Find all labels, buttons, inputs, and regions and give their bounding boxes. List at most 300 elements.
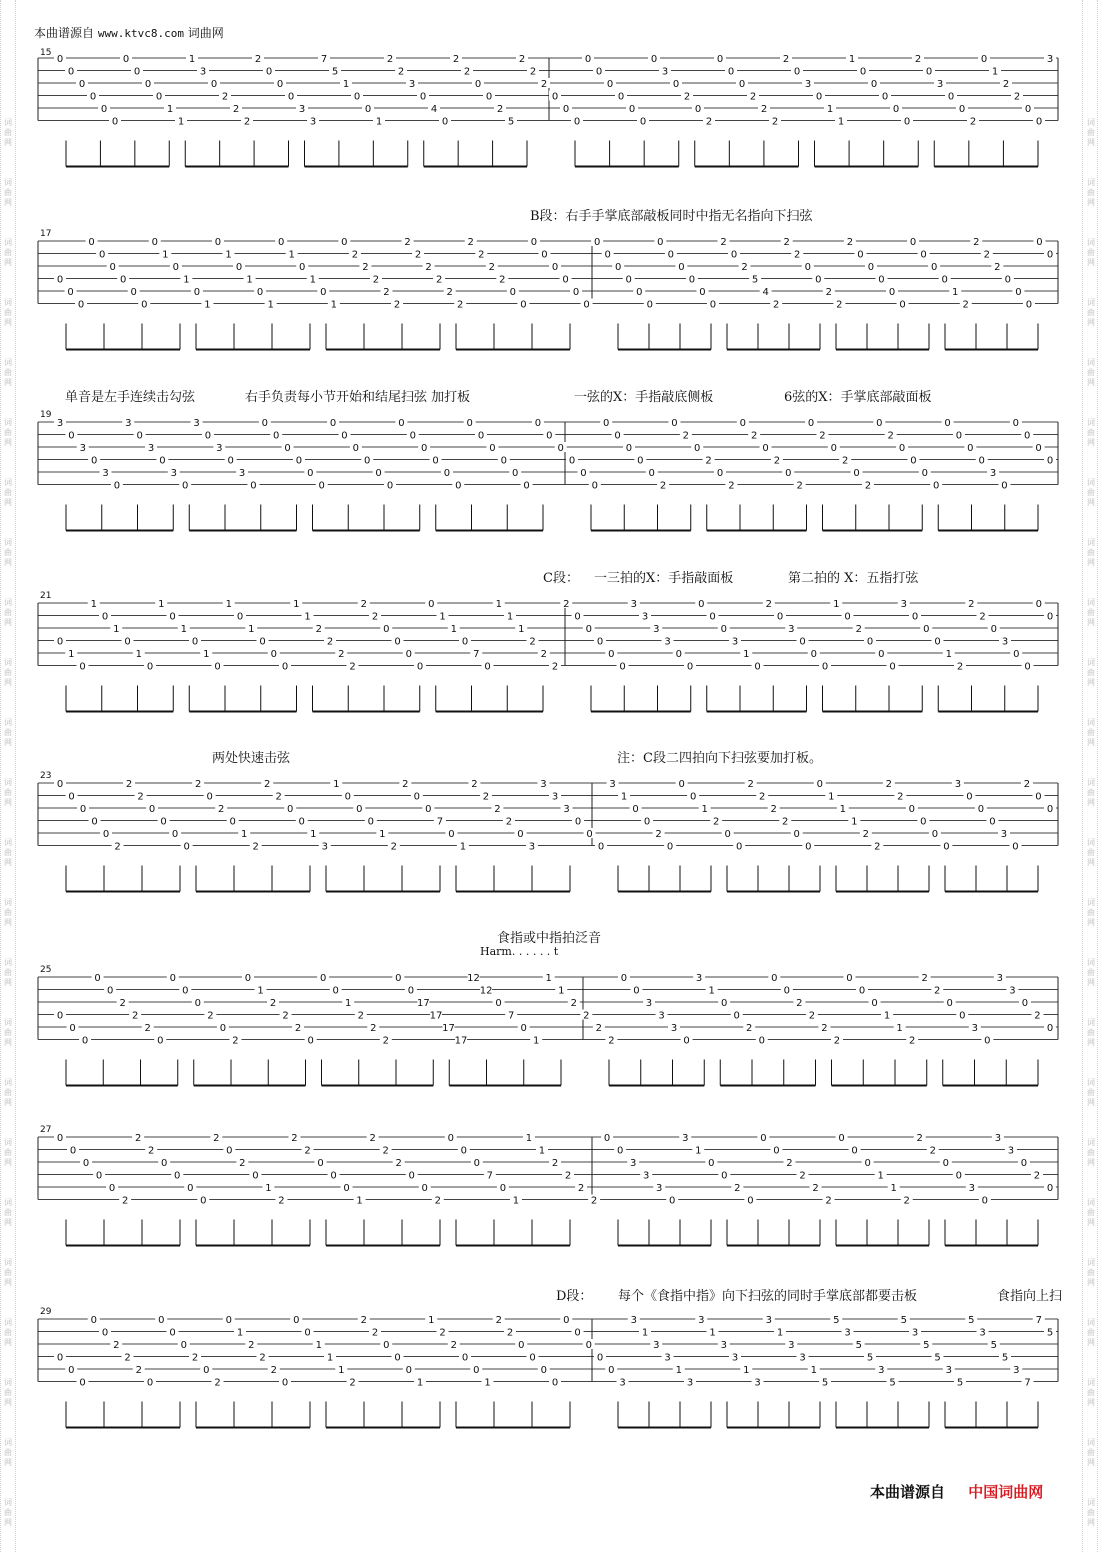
fret-number: 0 (386, 480, 394, 492)
fret-number: 0 (182, 985, 189, 997)
fret-number: 0 (716, 468, 724, 479)
fret-number: 1 (506, 611, 514, 623)
watermark-char: 曲 (4, 248, 12, 257)
watermark-char: 词 (1087, 958, 1095, 967)
watermark-char: 曲 (1087, 968, 1095, 977)
fret-number: 2 (808, 1010, 816, 1022)
watermark-char: 网 (1087, 1338, 1095, 1347)
fret-number: 0 (68, 791, 75, 803)
fret-number: 0 (473, 1158, 481, 1169)
fret-number: 0 (1035, 443, 1042, 454)
fret-number: 2 (495, 1315, 502, 1326)
fret-number: 0 (574, 611, 581, 623)
fret-number: 2 (239, 1158, 246, 1169)
fret-number: 0 (978, 455, 985, 467)
fret-number: 0 (214, 661, 221, 673)
fret-number: 3 (698, 1315, 705, 1326)
fret-number: 2 (825, 287, 833, 298)
watermark-char: 曲 (1087, 788, 1095, 797)
fret-number: 5 (889, 1377, 896, 1389)
fret-number: 0 (530, 237, 538, 248)
fret-number: 2 (968, 599, 975, 610)
fret-number: 2 (326, 636, 334, 648)
fret-number: 0 (144, 79, 152, 90)
watermark-char: 网 (1087, 1158, 1095, 1167)
tab-staff (0, 773, 1100, 903)
fret-number: 1 (495, 599, 502, 610)
fret-number: 2 (315, 624, 322, 635)
fret-number: 1 (345, 998, 352, 1009)
watermark-char: 词 (4, 958, 12, 967)
watermark-char: 网 (4, 1338, 12, 1347)
watermark-char: 词 (1087, 1138, 1095, 1147)
fret-number: 0 (608, 1365, 615, 1376)
measure-number: 27 (40, 1125, 52, 1135)
fret-number: 0 (838, 1133, 845, 1144)
fret-number: 3 (971, 1023, 978, 1034)
fret-number: 0 (265, 66, 273, 78)
fret-number: 0 (136, 430, 143, 442)
fret-number: 3 (900, 599, 907, 610)
fret-number: 2 (278, 1195, 285, 1207)
fret-number: 2 (217, 804, 225, 815)
fret-number: 0 (678, 262, 685, 273)
fret-number: 0 (551, 1377, 559, 1389)
fret-number: 0 (78, 79, 86, 90)
fret-number: 2 (439, 1327, 446, 1339)
fret-number: 3 (661, 66, 669, 78)
watermark-char: 网 (4, 1518, 12, 1527)
watermark-char: 词 (1087, 418, 1095, 427)
fret-number: 0 (604, 249, 611, 261)
fret-number: 3 (989, 468, 997, 479)
fret-number: 2 (874, 841, 881, 853)
fret-number: 0 (146, 1377, 154, 1389)
watermark-char: 曲 (4, 668, 12, 677)
watermark-char: 词 (1087, 838, 1095, 847)
fret-number: 2 (135, 1365, 142, 1376)
fret-number: 0 (68, 1365, 75, 1376)
fret-number: 2 (570, 998, 577, 1009)
fret-number: 0 (413, 791, 421, 803)
fret-number: 0 (180, 1340, 187, 1351)
watermark-char: 词 (4, 778, 12, 787)
fret-number: 0 (551, 262, 559, 273)
fret-number: 2 (682, 430, 690, 442)
header-url[interactable]: www.ktvc8.com (97, 27, 184, 40)
watermark-char: 网 (4, 318, 12, 327)
fret-number: 2 (349, 1377, 356, 1389)
fret-number: 2 (125, 779, 133, 790)
fret-number: 2 (232, 1035, 239, 1047)
fret-number: 2 (979, 611, 986, 623)
fret-number: 0 (174, 1170, 181, 1182)
watermark-char: 曲 (1087, 848, 1095, 857)
fret-number: 0 (1001, 480, 1008, 492)
annotation-string1-x: 一弦的X：手指敲底侧板 (574, 390, 714, 405)
watermark-char: 网 (1087, 1098, 1095, 1107)
fret-number: 0 (193, 287, 201, 298)
fret-number: 0 (191, 636, 199, 648)
fret-number: 0 (881, 91, 889, 103)
fret-number: 1 (180, 624, 187, 635)
fret-number: 0 (574, 1327, 581, 1339)
watermark-char: 曲 (4, 788, 12, 797)
fret-number: 0 (523, 480, 530, 492)
watermark-char: 网 (4, 1038, 12, 1047)
fret-number: 0 (851, 1145, 858, 1157)
fret-number: 2 (741, 262, 748, 273)
fret-number: 2 (252, 841, 259, 853)
fret-number: 1 (310, 829, 317, 840)
fret-number: 3 (653, 624, 660, 635)
fret-number: 2 (782, 54, 790, 65)
fret-number: 0 (636, 287, 643, 298)
watermark-char: 网 (4, 618, 12, 627)
fret-number: 0 (200, 1195, 207, 1207)
watermark-char: 网 (1087, 678, 1095, 687)
fret-number: 3 (996, 973, 1004, 984)
fret-number: 0 (821, 661, 829, 673)
fret-number: 0 (557, 443, 564, 454)
fret-number: 0 (730, 249, 738, 261)
fret-number: 2 (395, 1158, 402, 1169)
fret-number: 0 (443, 468, 451, 479)
fret-number: 2 (270, 1365, 277, 1376)
watermark-char: 词 (4, 658, 12, 667)
fret-number: 0 (807, 418, 815, 429)
watermark-char: 曲 (4, 1028, 12, 1037)
fret-number: 0 (277, 237, 285, 248)
tab-staff (0, 231, 1100, 361)
fret-number: 3 (642, 1170, 650, 1182)
watermark-char: 词 (4, 538, 12, 547)
fret-number: 1 (945, 649, 952, 660)
fret-number: 1 (890, 1183, 897, 1194)
fret-number: 0 (967, 443, 974, 454)
watermark-char: 词 (4, 898, 12, 907)
fret-number: 0 (352, 443, 360, 454)
fret-number: 0 (353, 91, 361, 103)
fret-number: 0 (441, 116, 449, 128)
fret-number: 1 (538, 1145, 546, 1157)
page-footer (870, 1481, 1043, 1502)
fret-number: 2 (799, 1170, 806, 1182)
fret-number: 0 (130, 287, 137, 298)
fret-number: 0 (844, 611, 851, 623)
footer-site[interactable]: 中国词曲网 (968, 1483, 1044, 1501)
fret-number: 3 (979, 1327, 986, 1339)
fret-number: 2 (855, 624, 862, 635)
fret-number: 0 (169, 611, 176, 623)
fret-number: 0 (1024, 661, 1031, 673)
fret-number: 4 (430, 104, 438, 115)
fret-number: 0 (617, 91, 625, 103)
fret-number: 0 (584, 54, 592, 65)
fret-number: 0 (364, 104, 372, 115)
fret-number: 0 (724, 829, 731, 840)
fret-number: 0 (815, 91, 823, 103)
fret-number: 2 (1002, 79, 1010, 90)
fret-number: 0 (94, 973, 101, 984)
watermark-char: 曲 (1087, 248, 1095, 257)
fret-number: 1 (203, 649, 210, 660)
fret-number: 3 (936, 79, 944, 90)
fret-number: 2 (147, 1145, 155, 1157)
tab-staff (0, 1309, 1100, 1439)
fret-number: 3 (945, 1365, 952, 1376)
fret-number: 0 (625, 274, 632, 286)
fret-number: 1 (743, 1365, 750, 1376)
watermark-char: 曲 (1087, 608, 1095, 617)
fret-number: 2 (360, 599, 367, 610)
fret-number: 2 (248, 1340, 255, 1351)
fret-number: 2 (962, 299, 969, 311)
fret-number: 0 (735, 841, 743, 853)
fret-number: 0 (878, 649, 885, 660)
fret-number: 2 (750, 430, 758, 442)
watermark-char: 曲 (4, 1088, 12, 1097)
tab-staff (0, 1127, 1100, 1257)
header-site: 词曲网 (187, 26, 224, 40)
fret-number: 5 (900, 1315, 907, 1326)
watermark-char: 曲 (1087, 668, 1095, 677)
watermark-char: 词 (1087, 658, 1095, 667)
fret-number: 1 (877, 1170, 884, 1182)
watermark-char: 曲 (4, 1148, 12, 1157)
fret-number: 1 (113, 624, 120, 635)
fret-number: 1 (293, 599, 300, 610)
fret-number: 0 (934, 636, 941, 648)
measure-number: 23 (40, 771, 52, 781)
fret-number: 0 (210, 79, 218, 90)
watermark-char: 词 (1087, 178, 1095, 187)
fret-number: 1 (484, 1377, 491, 1389)
fret-number: 0 (720, 998, 728, 1009)
fret-number: 2 (862, 829, 870, 840)
watermark-char: 词 (1087, 358, 1095, 367)
fret-number: 3 (878, 1365, 885, 1376)
fret-number: 2 (921, 973, 928, 984)
fret-number: 2 (796, 998, 803, 1009)
watermark-char: 曲 (4, 1508, 12, 1517)
watermark-char: 词 (4, 718, 12, 727)
fret-number: 0 (1046, 804, 1054, 815)
watermark-char: 网 (1087, 1458, 1095, 1467)
watermark-char: 词 (4, 178, 12, 187)
fret-number: 0 (169, 1327, 176, 1339)
watermark-char: 词 (4, 478, 12, 487)
fret-number: 0 (633, 985, 640, 997)
watermark-char: 网 (1087, 378, 1095, 387)
watermark-char: 网 (4, 678, 12, 687)
fret-number: 0 (307, 468, 314, 479)
fret-number: 0 (903, 116, 911, 128)
watermark-char: 网 (4, 858, 12, 867)
fret-number: 3 (79, 443, 86, 454)
fret-number: 1 (709, 1327, 716, 1339)
fret-number: 2 (897, 791, 904, 803)
fret-number: 0 (181, 480, 189, 492)
fret-number: 0 (447, 1133, 454, 1144)
fret-number: 3 (102, 468, 109, 479)
measure-number: 19 (40, 410, 52, 420)
fret-number: 2 (794, 249, 801, 261)
fret-number: 2 (207, 1010, 214, 1022)
fret-number: 0 (815, 274, 822, 286)
fret-number: 1 (675, 1365, 682, 1376)
fret-number: 1 (991, 66, 999, 78)
fret-number: 0 (966, 791, 973, 803)
fret-number: 2 (294, 1023, 302, 1034)
fret-number: 3 (408, 79, 416, 90)
fret-number: 0 (721, 1170, 728, 1182)
fret-number: 1 (225, 599, 232, 610)
fret-number: 0 (409, 430, 416, 442)
fret-number: 2 (956, 661, 964, 673)
fret-number: 1 (518, 624, 525, 635)
fret-number: 0 (876, 418, 883, 429)
fret-number: 2 (720, 237, 727, 248)
fret-number: 3 (731, 636, 739, 648)
watermark-char: 曲 (4, 1388, 12, 1397)
watermark-char: 曲 (4, 188, 12, 197)
fret-number: 0 (295, 455, 303, 467)
fret-number: 2 (383, 287, 390, 298)
fret-number: 0 (159, 455, 166, 467)
fret-number: 0 (688, 274, 696, 286)
fret-number: 2 (771, 116, 779, 128)
fret-number: 1 (90, 599, 97, 610)
fret-number: 5 (956, 1377, 964, 1389)
fret-number: 1 (225, 249, 232, 261)
fret-number: 3 (170, 468, 177, 479)
fret-number: 0 (597, 841, 605, 853)
fret-number: 2 (369, 1133, 376, 1144)
fret-number: 3 (641, 611, 649, 623)
watermark-char: 曲 (1087, 1448, 1095, 1457)
fret-number: 0 (1024, 430, 1031, 442)
fret-number: 0 (461, 636, 469, 648)
fret-number: 0 (709, 611, 716, 623)
watermark-char: 曲 (4, 1268, 12, 1277)
fret-number: 0 (958, 104, 966, 115)
fret-number: 0 (866, 636, 874, 648)
fret-number: 0 (293, 1315, 300, 1326)
fret-number: 7 (486, 1170, 494, 1182)
watermark-char: 网 (1087, 438, 1095, 447)
watermark-char: 曲 (4, 548, 12, 557)
fret-number: 1 (342, 79, 350, 90)
fret-number: 2 (232, 104, 240, 115)
fret-number: 2 (846, 237, 854, 248)
watermark-char: 曲 (4, 488, 12, 497)
fret-number: 0 (793, 66, 801, 78)
fret-number: 0 (155, 91, 163, 103)
fret-number: 0 (204, 430, 212, 442)
watermark-char: 曲 (1087, 908, 1095, 917)
fret-number: 0 (643, 816, 651, 828)
fret-number: 0 (667, 249, 675, 261)
annotation-single-note: 单音是左手连续击勾弦 (65, 390, 196, 405)
fret-number: 0 (79, 661, 86, 673)
fret-number: 0 (675, 649, 682, 660)
watermark-char: 网 (4, 438, 12, 447)
fret-number: 2 (282, 1010, 289, 1022)
fret-number: 0 (708, 1158, 715, 1169)
fret-number: 2 (393, 299, 401, 311)
fret-number: 1 (525, 1133, 533, 1144)
fret-number: 0 (183, 841, 190, 853)
fret-number: 1 (620, 791, 628, 803)
fret-number: 3 (238, 468, 246, 479)
fret-number: 0 (67, 66, 75, 78)
fret-number: 1 (240, 829, 248, 840)
watermark-char: 曲 (4, 1448, 12, 1457)
annotation-string6-x: 6弦的X：手掌底部敲面板 (784, 390, 932, 405)
fret-number: 0 (1036, 237, 1043, 248)
fret-number: 0 (332, 985, 339, 997)
fret-number: 2 (132, 1010, 139, 1022)
watermark-char: 网 (1087, 978, 1095, 987)
watermark-char: 词 (1087, 238, 1095, 247)
fret-number: 0 (341, 430, 348, 442)
watermark-char: 词 (4, 418, 12, 427)
annotation-d-detail: 每个《食指中指》向下扫弦的同时手掌底部都要击板 (618, 1289, 918, 1304)
fret-number: 0 (281, 1377, 289, 1389)
fret-number: 2 (540, 79, 548, 90)
fret-number: 0 (1046, 455, 1054, 467)
fret-number: 2 (494, 804, 501, 815)
fret-number: 0 (1035, 116, 1043, 128)
watermark-char: 词 (4, 298, 12, 307)
fret-number: 2 (994, 262, 1001, 273)
fret-number: 0 (1012, 841, 1019, 853)
fret-number: 0 (287, 91, 295, 103)
fret-number: 0 (252, 1170, 259, 1182)
fret-number: 0 (955, 1170, 963, 1182)
fret-number: 2 (386, 54, 394, 65)
fret-number: 0 (250, 480, 257, 492)
fret-number: 2 (275, 791, 282, 803)
fret-number: 0 (595, 66, 603, 78)
watermark-char: 网 (4, 198, 12, 207)
fret-number: 2 (372, 274, 380, 286)
fret-number: 0 (256, 287, 264, 298)
fret-number: 0 (941, 274, 948, 286)
fret-number: 0 (89, 91, 97, 103)
annotation-beat2: 第二拍的 X：五指打弦 (788, 571, 919, 586)
fret-number: 2 (291, 1133, 298, 1144)
fret-number: 3 (765, 1315, 772, 1326)
annotation-d-section: D段： (556, 1289, 593, 1304)
fret-number: 0 (650, 54, 658, 65)
fret-number: 2 (221, 91, 229, 103)
fret-number: 0 (959, 1010, 966, 1022)
watermark-char: 曲 (1087, 1028, 1095, 1037)
fret-number: 0 (1046, 249, 1054, 261)
fret-number: 2 (518, 54, 526, 65)
fret-number: 2 (254, 54, 262, 65)
watermark-char: 词 (1087, 538, 1095, 547)
watermark-char: 曲 (1087, 728, 1095, 737)
fret-number: 3 (199, 66, 207, 78)
fret-number: 0 (921, 468, 929, 479)
fret-number: 0 (405, 1365, 412, 1376)
fret-number: 0 (229, 816, 236, 828)
fret-number: 2 (934, 985, 941, 997)
watermark-char: 网 (1087, 1278, 1095, 1287)
